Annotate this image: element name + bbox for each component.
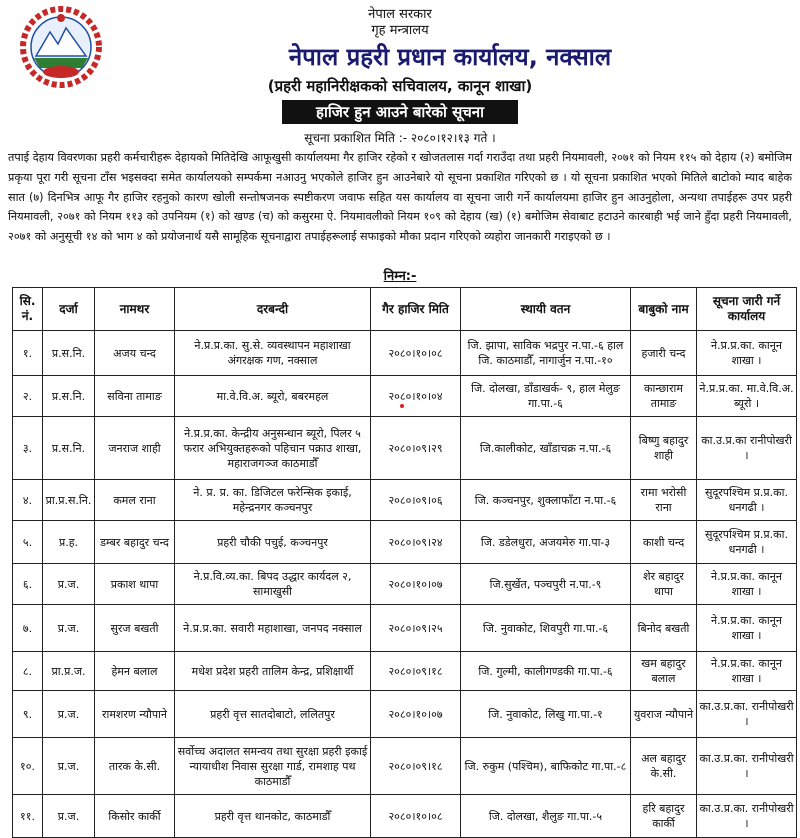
rank-cell: प्र.ज.	[43, 691, 95, 738]
father-name-cell: कान्छाराम तामाङ	[631, 376, 697, 417]
rank-cell: प्र.ज.	[43, 795, 95, 838]
father-name-cell: खम बहादुर बलाल	[631, 652, 697, 691]
name-cell: प्रकाश थापा	[95, 564, 175, 605]
absent-date-cell: २०८०।१०।०८	[371, 795, 461, 838]
rank-cell: प्र.ज.	[43, 738, 95, 795]
issuing-office-cell: सुदूरपश्चिम प्र.प्र.का. धनगढी ।	[697, 480, 797, 521]
address-cell: जि. कञ्चनपुर, शुक्लाफाँटा न.पा.-६	[461, 480, 631, 521]
issuing-office-cell: ने.प्र.प्र.का. कानून शाखा ।	[697, 652, 797, 691]
issuing-office-cell: का.उ.प्र.का. रानीपोखरी ।	[697, 691, 797, 738]
table-row	[13, 480, 797, 521]
issuing-office-cell: ने.प्र.प्र.का. कानून शाखा ।	[697, 331, 797, 376]
serial-cell: ११.	[13, 795, 43, 838]
name-cell: जनराज शाही	[95, 417, 175, 480]
serial-cell: २.	[13, 376, 43, 417]
serial-cell: १.	[13, 331, 43, 376]
column-header: गैर हाजिर मिति	[371, 288, 461, 331]
table-row	[13, 795, 797, 838]
serial-cell: १०.	[13, 738, 43, 795]
column-header: सि. नं.	[13, 288, 43, 331]
rank-cell: प्र.ज.	[43, 564, 95, 605]
column-header: दर्जा	[43, 288, 95, 331]
name-cell: कमल राना	[95, 480, 175, 521]
serial-cell: ४.	[13, 480, 43, 521]
absent-date-cell: २०८०।०९।२४	[371, 521, 461, 564]
address-cell: जि. रुकुम (पश्चिम), बाफिकोट गा.पा.-८	[461, 738, 631, 795]
post-cell: ने.प्र.प्र.का. सवारी महाशाखा, जनपद नक्साल	[175, 605, 371, 652]
rank-cell: प्र.स.नि.	[43, 417, 95, 480]
father-name-cell: हजारी चन्द	[631, 331, 697, 376]
name-cell: किसोर कार्की	[95, 795, 175, 838]
serial-cell: ५.	[13, 521, 43, 564]
post-cell: प्रहरी वृत्त थानकोट, काठमाडौँ	[175, 795, 371, 838]
absent-date-cell: २०८०।०९।१८	[371, 738, 461, 795]
father-name-cell: बिष्णु बहादुर शाही	[631, 417, 697, 480]
post-cell: ने.प्र.प्र.का. केन्द्रीय अनुसन्धान ब्यूरो, पिलर ५ फरार अभियुक्तहरूको पहिचान पक्राउ शाखा, महाराजगञ्ज काठमाडौँ	[175, 417, 371, 480]
office-title: नेपाल प्रहरी प्रधान कार्यालय, नक्साल	[288, 43, 612, 71]
column-header: स्थायी वतन	[461, 288, 631, 331]
address-cell: जि. झापा, साविक भद्रपुर न.पा.-६ हाल जि. काठमाडौँ, नागार्जुन न.पा.-१०	[461, 331, 631, 376]
table-row	[13, 331, 797, 376]
name-cell: डम्बर बहादुर चन्द	[95, 521, 175, 564]
absent-date-cell: २०८०।०९।२९	[371, 417, 461, 480]
father-name-cell: काशी चन्द	[631, 521, 697, 564]
serial-cell: ६.	[13, 564, 43, 605]
table-row	[13, 738, 797, 795]
address-cell: जि.सुर्खेत, पञ्चपुरी न.पा.-९	[461, 564, 631, 605]
table-row	[13, 652, 797, 691]
absent-personnel-table	[12, 287, 797, 838]
table-row	[13, 605, 797, 652]
post-cell: प्रहरी चौकी पचुई, कञ्चनपुर	[175, 521, 371, 564]
rank-cell: प्रा.प्र.स.नि.	[43, 480, 95, 521]
table-row	[13, 417, 797, 480]
column-header: नामथर	[95, 288, 175, 331]
issuing-office-cell: का.उ.प्र.का. रानीपोखरी ।	[697, 738, 797, 795]
rank-cell: प्र.ज.	[43, 605, 95, 652]
address-cell: जि. गुल्मी, कालीगण्डकी गा.पा.-६	[461, 652, 631, 691]
name-cell: रामशरण न्यौपाने	[95, 691, 175, 738]
absent-date-cell: २०८०।१०।०८	[371, 331, 461, 376]
notice-title-banner: हाजिर हुन आउने बारेको सूचना	[282, 100, 518, 124]
issuing-office-cell: ने.प्र.प्र.का. कानून शाखा ।	[697, 605, 797, 652]
post-cell: मा.वे.वि.अ. ब्यूरो, बबरमहल	[175, 376, 371, 417]
document-header	[0, 0, 800, 150]
serial-cell: ८.	[13, 652, 43, 691]
table-row	[13, 376, 797, 417]
issuing-office-cell: का.उ.प्र.का रानीपोखरी ।	[697, 417, 797, 480]
address-cell: जि. डडेलधुरा, अजयमेरु गा.पा-३	[461, 521, 631, 564]
father-name-cell: युवराज न्यौपाने	[631, 691, 697, 738]
ink-mark	[400, 404, 404, 408]
absent-date-cell: २०८०।०९।१८	[371, 652, 461, 691]
post-cell: ने.प्र.प्र.का. सु.से. व्यवस्थापन महाशाखा अंगरक्षक गण, नक्साल	[175, 331, 371, 376]
father-name-cell: शेर बहादुर थापा	[631, 564, 697, 605]
publication-date: सूचना प्रकाशित मिति :- २०८०।१२।१३ गते ।	[304, 131, 496, 145]
table-row	[13, 564, 797, 605]
rank-cell: प्रा.प्र.ज.	[43, 652, 95, 691]
post-cell: मधेश प्रदेश प्रहरी तालिम केन्द्र, प्रशिक्षार्थी	[175, 652, 371, 691]
father-name-cell: रामा भरोसी राना	[631, 480, 697, 521]
father-name-cell: बिनोद बखती	[631, 605, 697, 652]
rank-cell: प्र.ह.	[43, 521, 95, 564]
issuing-office-cell: ने.प्र.प्र.का. कानून शाखा ।	[697, 564, 797, 605]
absent-date-cell: २०८०।०९।२५	[371, 605, 461, 652]
notice-body-paragraph: तपाई देहाय विवरणका प्रहरी कर्मचारीहरू देहायको मितिदेखि आफूखुसी कार्यालयमा गैर हाजिर रहेको र खोजतलास गर्दा गराउँदा तथा प्रहरी नियमावली, २०७१ को नियम ११५ को देहाय (२) बमोजिम प्रकृया पूरा गरी सूचना टाँस भइसक्दा समेत कार्यालयको सम्पर्कमा नआउनु भएकोले हाजिर हुन आउनेबारे यो सूचना प्रकाशित गरिएको छ । यो सूचना प्रकाशित भएको मितिले बाटोको म्याद बाहेक सात (७) दिनभित्र आफू गैर हाजिर रहनुको कारण खोली सन्तोषजनक स्पष्टीकरण जवाफ सहित यस कार्यालय वा सूचना जारी गर्ने कार्यालयमा हाजिर हुन आउनुहोला, अन्यथा तपाईहरू उपर प्रहरी नियमावली, २०७१ को नियम ११३ को उपनियम (१) को खण्ड (च) को कसुरमा ऐ. नियमावलीको नियम १०९ को देहाय (ख) (१) बमोजिम सेवाबाट हटाउने कारबाही भई जाने हुँदा प्रहरी नियमावली, २०७१ को अनुसूची १४ को भाग ४ को प्रयोजनार्थ यसै सामूहिक सूचनाद्वारा तपाईहरूलाई सफाइको मौका प्रदान गरिएको व्यहोरा जानकारी गराइएको छ ।	[8, 151, 792, 244]
post-cell: ने.प्र.वि.व्य.का. बिपद उद्धार कार्यदल २, सामाखुसी	[175, 564, 371, 605]
post-cell: ने. प्र. प्र. का. डिजिटल फरेन्सिक इकाई, महेन्द्रनगर कञ्चनपुर	[175, 480, 371, 521]
name-cell: तारक के.सी.	[95, 738, 175, 795]
list-intro-label: निम्न:-	[383, 269, 417, 284]
table-header-row	[13, 288, 797, 331]
table-row	[13, 521, 797, 564]
name-cell: हेमन बलाल	[95, 652, 175, 691]
issuing-office-cell: ने.प्र.प्र.का. मा.वे.वि.अ. ब्यूरो ।	[697, 376, 797, 417]
serial-cell: ७.	[13, 605, 43, 652]
column-header: बाबुको नाम	[631, 288, 697, 331]
post-cell: प्रहरी वृत्त सातदोबाटो, ललितपुर	[175, 691, 371, 738]
absent-date-cell: २०८०।१०।०७	[371, 691, 461, 738]
address-cell: जि. नुवाकोट, लिखु गा.पा.-१	[461, 691, 631, 738]
government-label: नेपाल सरकार	[368, 7, 432, 22]
issuing-office-cell: सुदूरपश्चिम प्र.प्र.का. धनगढी ।	[697, 521, 797, 564]
column-header: सूचना जारी गर्ने कार्यालय	[697, 288, 797, 331]
address-cell: जि. दोलखा, डाँडाखर्क- ९, हाल मेलुङ गा.पा.-६	[461, 376, 631, 417]
address-cell: जि. नुवाकोट, शिवपुरी गा.पा.-६	[461, 605, 631, 652]
column-header: दरबन्दी	[175, 288, 371, 331]
rank-cell: प्र.स.नि.	[43, 331, 95, 376]
issuing-office-cell: का.उ.प्र.का. रानीपोखरी ।	[697, 795, 797, 838]
father-name-cell: हरि बहादुर कार्की	[631, 795, 697, 838]
name-cell: सविना तामाङ	[95, 376, 175, 417]
ministry-label: गृह मन्त्रालय	[371, 23, 429, 38]
rank-cell: प्र.स.नि.	[43, 376, 95, 417]
absent-date-cell: २०८०।१०।०७	[371, 564, 461, 605]
branch-subtitle: (प्रहरी महानिरीक्षकको सचिवालय, कानून शाखा)	[267, 77, 533, 95]
address-cell: जि. दोलखा, शैलुङ गा.पा.-५	[461, 795, 631, 838]
name-cell: अजय चन्द	[95, 331, 175, 376]
table-row	[13, 691, 797, 738]
serial-cell: ९.	[13, 691, 43, 738]
absent-date-cell: २०८०।०९।०६	[371, 480, 461, 521]
absent-date-cell: २०८०।१०।०४	[371, 376, 461, 417]
father-name-cell: अल बहादुर के.सी.	[631, 738, 697, 795]
serial-cell: ३.	[13, 417, 43, 480]
address-cell: जि.कालीकोट, खाँडाचक्र न.पा.-६	[461, 417, 631, 480]
post-cell: सर्वोच्च अदालत समन्वय तथा सुरक्षा प्रहरी इकाई न्यायाधीश निवास सुरक्षा गार्ड, रामशाह पथ काठमाडौँ	[175, 738, 371, 795]
name-cell: सुरज बखती	[95, 605, 175, 652]
